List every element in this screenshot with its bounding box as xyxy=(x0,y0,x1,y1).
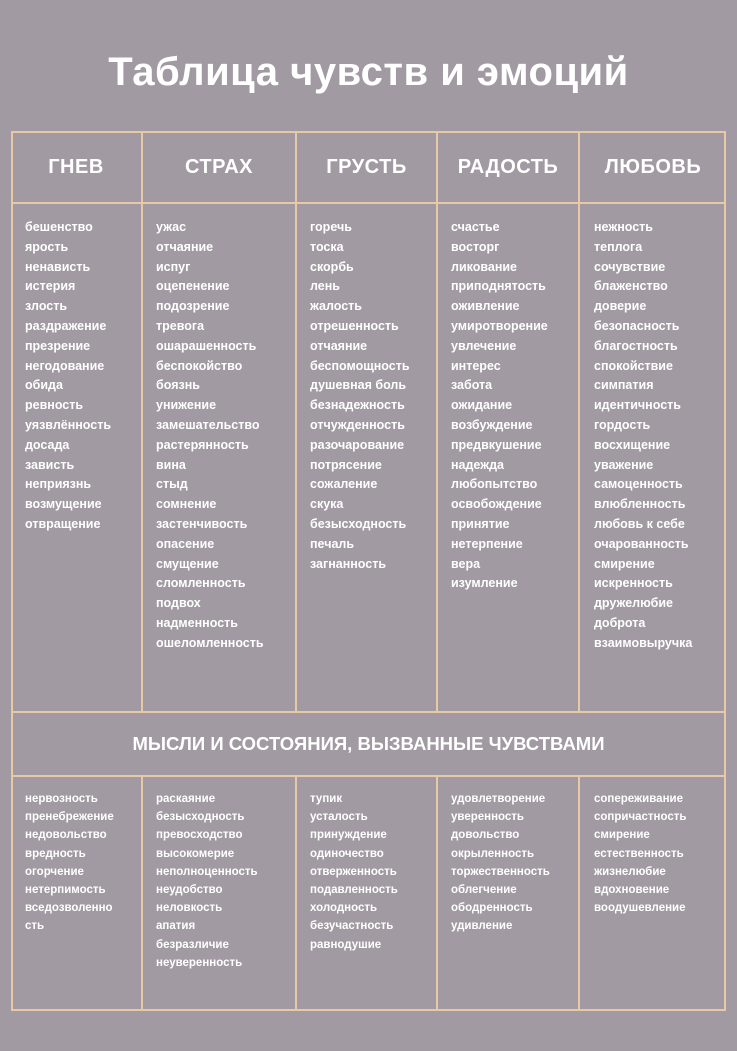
list-item: отвращение xyxy=(25,516,101,531)
list-item: отчужденность xyxy=(310,417,405,432)
list-item: подвох xyxy=(156,596,201,611)
list-item: нетерпимость xyxy=(25,884,106,897)
list-item: ревность xyxy=(25,398,84,413)
list-item: безнадежность xyxy=(310,398,405,413)
column-divider xyxy=(295,131,297,712)
list-item: ликование xyxy=(451,259,518,274)
column-divider xyxy=(578,775,580,1011)
list-item: растерянность xyxy=(156,437,249,452)
list-item: тоска xyxy=(310,239,344,254)
list-item: надежда xyxy=(451,457,504,472)
list-item: безысходность xyxy=(310,516,407,531)
list-item: раскаяние xyxy=(156,793,216,805)
list-item: взаимовыручка xyxy=(594,635,693,650)
column-header-sadness: ГРУСТЬ xyxy=(326,155,407,178)
list-item: отрешенность xyxy=(310,318,399,333)
list-item: приподнятость xyxy=(451,279,546,294)
states-list-joy xyxy=(451,790,550,936)
list-item: презрение xyxy=(25,338,91,353)
states-list-anger xyxy=(25,790,114,936)
sadness-list xyxy=(310,218,410,574)
list-item: безучастность xyxy=(310,920,394,933)
fear-list xyxy=(156,218,264,654)
list-item: пренебрежение xyxy=(25,811,114,824)
anger-list xyxy=(25,218,111,535)
list-item: любовь к себе xyxy=(594,516,685,531)
list-item: ошеломленность xyxy=(156,635,264,650)
list-item: ужас xyxy=(156,220,187,234)
list-item: огорчение xyxy=(25,865,84,878)
list-item: отчаяние xyxy=(310,338,368,353)
list-item: беспокойство xyxy=(156,358,243,373)
list-item: нервозность xyxy=(25,793,98,805)
list-item: усталость xyxy=(310,811,368,824)
list-item: застенчивость xyxy=(156,516,248,531)
list-item: равнодушие xyxy=(310,938,382,951)
list-item: разочарование xyxy=(310,437,405,452)
list-item: холодность xyxy=(310,902,378,915)
states-list-sadness xyxy=(310,790,398,954)
list-item: ненависть xyxy=(25,259,91,274)
list-item: возбуждение xyxy=(451,417,533,432)
list-item: жизнелюбие xyxy=(594,865,666,878)
list-item: торжественность xyxy=(451,865,550,878)
list-item: зависть xyxy=(25,457,75,472)
list-item: надменность xyxy=(156,615,238,630)
list-item: принятие xyxy=(451,516,510,531)
list-item: вера xyxy=(451,556,481,571)
list-item: удовлетворение xyxy=(451,793,546,805)
list-item: сопричастность xyxy=(594,811,687,824)
list-item: подозрение xyxy=(156,299,230,314)
list-item: безразличие xyxy=(156,938,229,951)
list-item: принуждение xyxy=(310,829,387,842)
list-item: увлечение xyxy=(451,338,517,353)
list-item: неуверенность xyxy=(156,956,243,969)
list-item: умиротворение xyxy=(451,318,548,333)
joy-list xyxy=(451,218,548,594)
list-item: предвкушение xyxy=(451,437,542,452)
list-item: сломленность xyxy=(156,576,246,591)
list-item: идентичность xyxy=(594,398,681,413)
list-item: доброта xyxy=(594,615,646,630)
column-divider xyxy=(141,131,143,712)
list-item: ошарашенность xyxy=(156,338,257,353)
list-item: печаль xyxy=(310,536,355,551)
list-item: истерия xyxy=(25,279,76,294)
list-item: негодование xyxy=(25,358,105,373)
list-item: тревога xyxy=(156,318,205,333)
list-item: неприязнь xyxy=(25,477,92,492)
section-divider-bottom xyxy=(11,775,726,777)
list-item: восхищение xyxy=(594,437,671,452)
list-item: скорбь xyxy=(310,259,354,274)
list-item: дружелюбие xyxy=(594,596,673,611)
list-item: нетерпение xyxy=(451,536,523,551)
list-item: потрясение xyxy=(310,457,382,472)
list-item: неполноценность xyxy=(156,865,258,878)
list-item: душевная боль xyxy=(310,378,407,393)
list-item: апатия xyxy=(156,920,196,933)
list-item: досада xyxy=(25,437,70,452)
list-item: неудобство xyxy=(156,884,223,897)
states-list-love xyxy=(594,790,686,917)
list-item: вредность xyxy=(25,847,86,860)
list-item: забота xyxy=(451,378,493,393)
list-item: вдохновение xyxy=(594,884,670,897)
list-item: смирение xyxy=(594,829,650,842)
list-item: подавленность xyxy=(310,884,398,897)
list-item: недовольство xyxy=(25,829,107,842)
list-item: симпатия xyxy=(594,378,654,393)
states-header: МЫСЛИ И СОСТОЯНИЯ, ВЫЗВАННЫЕ ЧУВСТВАМИ xyxy=(132,733,605,754)
list-item: безопасность xyxy=(594,318,680,333)
list-item: уверенность xyxy=(451,811,524,824)
list-item: оцепенение xyxy=(156,279,230,294)
list-item: стыд xyxy=(156,477,188,492)
list-item: ярость xyxy=(25,239,69,254)
list-item: замешательство xyxy=(156,417,260,432)
list-item: злость xyxy=(25,299,68,314)
list-item: скука xyxy=(310,497,344,512)
list-item: одиночество xyxy=(310,847,384,860)
column-divider xyxy=(141,775,143,1011)
list-item: смирение xyxy=(594,556,655,571)
list-item: освобождение xyxy=(451,497,542,512)
list-item: горечь xyxy=(310,220,352,234)
list-item: гордость xyxy=(594,417,651,432)
list-item: сомнение xyxy=(156,497,217,512)
column-header-anger: ГНЕВ xyxy=(48,155,104,178)
list-item: превосходство xyxy=(156,829,243,842)
column-divider xyxy=(295,775,297,1011)
list-item: отчаяние xyxy=(156,239,214,254)
love-list xyxy=(594,218,692,654)
list-item: унижение xyxy=(156,398,217,413)
list-item: интерес xyxy=(451,358,501,373)
list-item: изумление xyxy=(451,576,518,591)
list-item: раздражение xyxy=(25,318,107,333)
column-divider xyxy=(578,131,580,712)
list-item: боязнь xyxy=(156,378,200,393)
list-item: сопереживание xyxy=(594,793,683,805)
list-item: возмущение xyxy=(25,497,102,512)
list-item: оживление xyxy=(451,299,520,314)
list-item: загнанность xyxy=(310,556,387,571)
list-item: ободренность xyxy=(451,902,533,915)
list-item: нежность xyxy=(594,220,653,234)
list-item: благостность xyxy=(594,338,678,353)
list-item: блаженство xyxy=(594,279,668,294)
list-item: смущение xyxy=(156,556,219,571)
states-list-fear xyxy=(156,790,258,972)
column-header-fear: СТРАХ xyxy=(184,155,254,178)
list-item: высокомерие xyxy=(156,847,235,860)
list-item: влюбленность xyxy=(594,497,686,512)
column-header-joy: РАДОСТЬ xyxy=(457,155,559,178)
page-title: Таблица чувств и эмоций xyxy=(108,50,629,94)
list-item: теплога xyxy=(594,239,643,254)
list-item: уважение xyxy=(594,457,654,472)
list-item: окрыленность xyxy=(451,847,535,860)
list-item: удивление xyxy=(451,920,513,933)
list-item: лень xyxy=(310,279,340,294)
list-item: обида xyxy=(25,378,63,393)
list-item: самоценность xyxy=(594,477,683,492)
list-item: спокойствие xyxy=(594,358,673,373)
list-item: жалость xyxy=(310,299,362,314)
list-item: тупик xyxy=(310,793,343,805)
column-divider xyxy=(436,775,438,1011)
list-item: безысходность xyxy=(156,811,245,824)
list-item: восторг xyxy=(451,239,500,254)
list-item: счастье xyxy=(451,220,500,234)
list-item: беспомощность xyxy=(310,358,410,373)
column-divider xyxy=(436,131,438,712)
list-item: сожаление xyxy=(310,477,378,492)
list-item: довольство xyxy=(451,829,520,842)
list-item: опасение xyxy=(156,536,215,551)
list-item: испуг xyxy=(156,259,191,274)
list-item: вина xyxy=(156,457,186,472)
list-item: искренность xyxy=(594,576,673,591)
list-item: очарованность xyxy=(594,536,689,551)
list-item: отверженность xyxy=(310,865,397,878)
list-item: неловкость xyxy=(156,902,223,915)
list-item: сть xyxy=(25,920,45,933)
list-item: любопытство xyxy=(451,477,538,492)
list-item: облегчение xyxy=(451,884,517,897)
list-item: доверие xyxy=(594,299,647,314)
list-item: ожидание xyxy=(451,398,513,413)
list-item: сочувствие xyxy=(594,259,666,274)
list-item: вседозволенно xyxy=(25,902,113,915)
list-item: воодушевление xyxy=(594,902,686,915)
list-item: бешенство xyxy=(25,220,93,234)
list-item: уязвлённость xyxy=(25,417,112,432)
column-header-love: ЛЮБОВЬ xyxy=(604,155,702,178)
list-item: естественность xyxy=(594,847,684,860)
